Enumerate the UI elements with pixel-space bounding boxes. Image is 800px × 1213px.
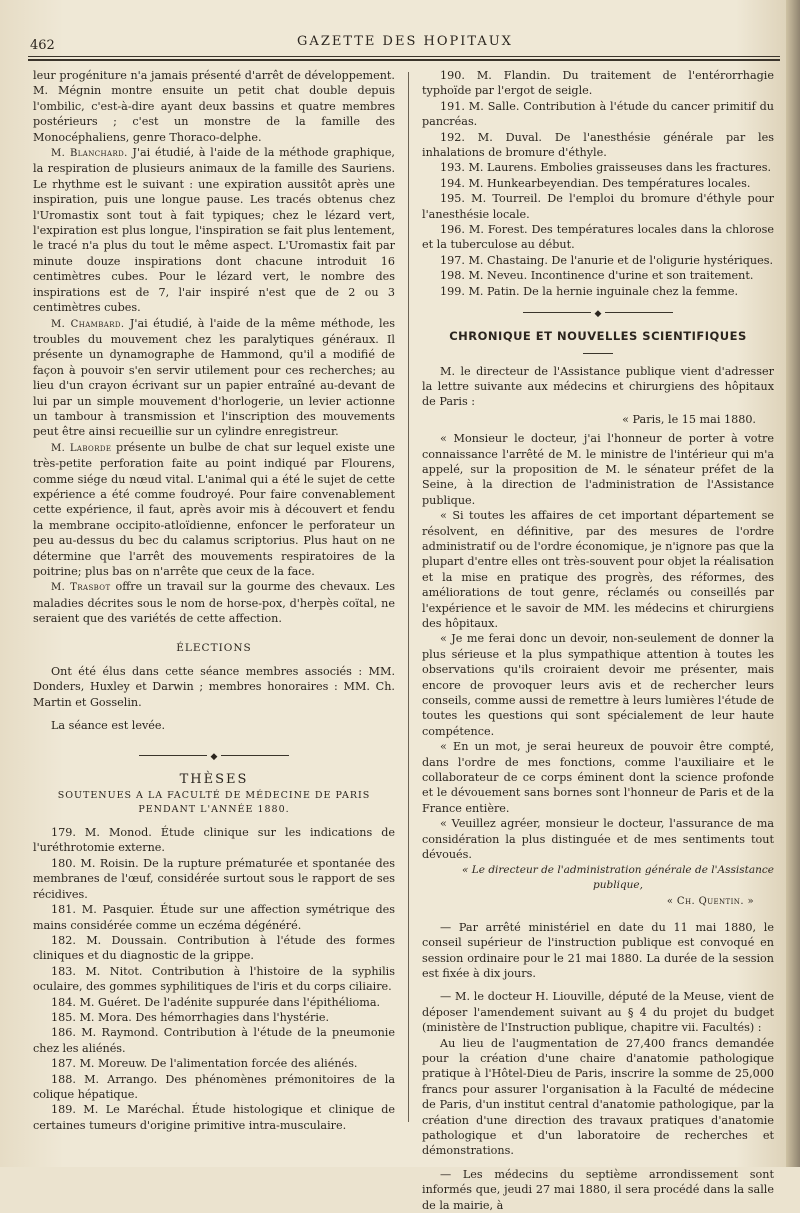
paragraph-elections: Ont été élus dans cette séance membres associés : MM. Donders, Huxley et Darwin ; membres honoraires : MM. Ch. Martin et Gosselin. (33, 665, 395, 709)
thesis-item: 180. M. Roisin. De la rupture prématurée et spontanée des membranes de l'œuf, considérée surtout sous le rapport de ses récidives. (33, 856, 395, 901)
thesis-item: 192. M. Duval. De l'anesthésie générale par les inhalations de bromure d'éthyle. (422, 130, 774, 160)
thesis-item: 198. M. Neveu. Incontinence d'urine et son traitement. (440, 269, 754, 283)
thesis-item: 182. M. Doussain. Contribution à l'étude des formes cliniques et du diagnostic de la grippe. (33, 933, 395, 963)
speaker-text: J'ai étudié, à l'aide de la méthode graphique, la respiration de plusieurs animaux de la famille des Sauriens. Le rhythme est le suivant : une expiration aussitôt après une inspiration, puis une longue pause. Les tracés obtenus chez l'Uromastix sont tout à fait typiques; chez le lézard vert, l'expiration est plus longue, l'inspiration se fait plus lentement, le tracé n'a plus du tout le même aspect. L'Uromastix fait par minute douze inspirations dont chacune introduit 16 centimètres cubes. Pour le lézard vert, le nombre des inspirations est de 7, l'air inspiré n'est que de 2 ou 3 centimètres cubes. (33, 146, 395, 315)
thesis-item: 181. M. Pasquier. Étude sur une affection symétrique des mains considérée comme un eczéma dégénéré. (33, 903, 395, 932)
speaker-text: offre un travail sur la gourme des chevaux. Les maladies décrites sous le nom de horse-pox, d'herpès coïtal, ne seraient que des variétés de cette affection. (33, 580, 395, 626)
thesis-item: 193. M. Laurens. Embolies graisseuses dans les fractures. (440, 161, 772, 175)
speaker-text: présente un bulbe de chat sur lequel existe une très-petite perforation faite au point indiqué par Flourens, comme siége du nœud vital. L'animal qui a été le sujet de cette expérience a été comme foudroyé. Pour faire convenablement cette expérience, il faut, après avoir mis à découvert et fendu la membrane occipito-atloïdienne, enfoncer le perforateur un peu au-dessus du bec du calamus scriptorius. Plus haut on ne détermine que l'arrêt des mouvements respiratoires de la poitrine; plus bas on n'arrête que ceux de la face. (33, 440, 395, 578)
page-number: 462 (30, 38, 55, 53)
thesis-item: 194. M. Hunkearbeyendian. Des températures locales. (440, 176, 751, 190)
thesis-item: 195. M. Tourreil. De l'emploi du bromure d'éthyle pour l'anesthésie locale. (422, 192, 774, 221)
elections-heading: ÉLECTIONS (176, 641, 252, 654)
page-spine-shadow (786, 0, 800, 1167)
speaker-text: J'ai étudié, à l'aide de la même méthode, les troubles du mouvement chez les paralytiques généraux. Il présente un dynamographe de Hammond, qu'il a modifié de façon à pouvoir s'en servir utilement pour ces recherches; au lieu d'un crayon écrivant sur un papier entraîné au-devant de lui par un simple mouvement d'horlogerie, un levier actionne un tambour à transmission et l'inscription des mouvements peut être ainsi recueillie sur un cylindre enregistreur. (33, 316, 395, 439)
thesis-item: 199. M. Patin. De la hernie inguinale chez la femme. (440, 284, 739, 298)
section-ornament (33, 748, 395, 762)
speaker-name: M. Trasbot (51, 582, 111, 594)
paragraph-trasbot (33, 579, 395, 626)
ornament-diamond-icon: ◆ (591, 309, 606, 319)
thesis-item: 186. M. Raymond. Contribution à l'étude de la pneumonie chez les aliénés. (33, 1026, 395, 1055)
letter-paragraph: « Si toutes les affaires de cet important département se résolvent, en définitive, par des mesures de l'ordre administratif ou de l'ordre économique, je n'ignore pas que la plupart d'entre elles ont très-souvent pour objet la réalisation et la mise en pratique des progrès, des réformes, des améliorations de tout genre, réclamés ou conseillés par l'expérience et le savoir de MM. les médecins et chirurgiens des hôpitaux. (422, 509, 774, 630)
chronique-heading: CHRONIQUE ET NOUVELLES SCIENTIFIQUES (449, 329, 747, 344)
thesis-item: 197. M. Chastaing. De l'anurie et de l'oligurie hystériques. (440, 253, 774, 267)
letter-paragraph: « Je me ferai donc un devoir, non-seulement de donner la plus sérieuse et la plus sympathique attention à toutes les observations qu'ils croiraient devoir me présenter, mais encore de provoquer leurs avis et de rechercher leurs conseils, comme aussi de remettre à leurs lumières l'étude de toutes les questions qui sont spécialement de leur haute compétence. (422, 632, 774, 738)
paragraph-blanchard (33, 145, 395, 315)
right-column (422, 68, 774, 1213)
thesis-item: 185. M. Mora. Des hémorrhagies dans l'hystérie. (51, 1010, 330, 1024)
thesis-item: 191. M. Salle. Contribution à l'étude du cancer primitif du pancréas. (422, 99, 774, 129)
header-rule-thick (28, 59, 780, 61)
thesis-item: 179. M. Monod. Étude clinique sur les indications de l'uréthrotomie externe. (33, 826, 395, 855)
speaker-name: M. Chambard. (51, 318, 125, 330)
heading-rule (583, 353, 613, 354)
paragraph-chambard (33, 316, 395, 440)
thesis-item: 189. M. Le Maréchal. Étude histologique et clinique de certaines tumeurs d'origine primitive intra-musculaire. (33, 1103, 395, 1132)
letter-paragraph: « En un mot, je serai heureux de pouvoir être compté, dans l'ordre de mes fonctions, comme l'auxiliaire et le collaborateur de ce corps éminent dont la science profonde et le dévouement sans bornes sont l'honneur de Paris et de la France entière. (422, 740, 774, 815)
left-column (33, 68, 395, 1133)
ornament-diamond-icon: ◆ (207, 752, 222, 762)
paragraph-megnin: leur progéniture n'a jamais présenté d'arrêt de développement. M. Mégnin montre ensuite un petit chat double depuis l'ombilic, c'est-à-dire ayant deux bassins et quatre membres postérieurs ; c'est un monstre de la famille des Monocéphaliens, genre Thoraco-delphe. (33, 69, 395, 144)
running-head: GAZETTE DES HOPITAUX (297, 34, 513, 49)
column-divider (408, 72, 409, 1122)
letter-signature-title: « Le directeur de l'administration générale de l'Assistance publique, (462, 863, 774, 891)
thesis-item: 183. M. Nitot. Contribution à l'histoire de la syphilis oculaire, des gommes syphilitiques de l'iris et du corps ciliaire. (33, 964, 395, 994)
letter-paragraph: « Veuillez agréer, monsieur le docteur, l'assurance de ma considération la plus distinguée et de mes sentiments tout dévoués. (422, 817, 774, 862)
page-header (30, 30, 780, 54)
thesis-item: 190. M. Flandin. Du traitement de l'entérorrhagie typhoïde par l'ergot de seigle. (422, 69, 774, 98)
news-item: — M. le docteur H. Liouville, député de la Meuse, vient de déposer l'amendement suivant au § 4 du projet du budget (ministère de l'Instruction publique, chapitre vii. Facultés) : (422, 990, 774, 1035)
header-rule (28, 56, 780, 57)
news-item-continuation: Au lieu de l'augmentation de 27,400 francs demandée pour la création d'une chaire d'anatomie pathologique pratique à l'Hôtel-Dieu de Paris, inscrire la somme de 25,000 francs pour assurer l'organisation à la Faculté de médecine de Paris, d'un institut central d'anatomie pathologique, par la création d'une direction des travaux pratiques d'anatomie pathologique et d'un laboratoire de recherches et démonstrations. (422, 1036, 774, 1158)
thesis-item: 196. M. Forest. Des températures locales dans la chlorose et la tuberculose au début. (422, 223, 774, 252)
section-ornament (422, 305, 774, 319)
thesis-item: 187. M. Moreuw. De l'alimentation forcée des aliénés. (51, 1057, 358, 1071)
letter-date: « Paris, le 15 mai 1880. (622, 412, 756, 426)
theses-heading: THÈSES (179, 771, 249, 787)
letter-paragraph: « Monsieur le docteur, j'ai l'honneur de porter à votre connaissance l'arrêté de M. le ministre de l'intérieur qui m'a appelé, sur la proposition de M. le sénateur préfet de la Seine, à la direction de l'administration de l'Assistance publique. (422, 432, 774, 507)
thesis-item: 184. M. Guéret. De l'adénite suppurée dans l'épithélioma. (51, 995, 381, 1009)
news-item: — Par arrêté ministériel en date du 11 mai 1880, le conseil supérieur de l'instruction publique est convoqué en session ordinaire pour le 21 mai 1880. La durée de la session est fixée à dix jours. (422, 920, 774, 980)
speaker-name: M. Laborde (51, 442, 112, 454)
paragraph-chronique-intro: M. le directeur de l'Assistance publique vient d'adresser la lettre suivante aux médecins et chirurgiens des hôpitaux de Paris : (422, 364, 774, 409)
paragraph-seance-levee: La séance est levée. (51, 719, 166, 733)
thesis-item: 188. M. Arrango. Des phénomènes prémonitoires de la colique hépatique. (33, 1072, 395, 1101)
theses-subheading: SOUTENUES A LA FACULTÉ DE MÉDECINE DE PARIS PENDANT L'ANNÉE 1880. (57, 790, 371, 816)
news-item: — Les médecins du septième arrondissement sont informés que, jeudi 27 mai 1880, il sera procédé dans la salle de la mairie, à (422, 1167, 774, 1212)
speaker-name: M. Blanchard. (51, 148, 128, 160)
letter-signature-name: « Ch. Quentin. » (666, 896, 754, 908)
paragraph-laborde (33, 440, 395, 580)
